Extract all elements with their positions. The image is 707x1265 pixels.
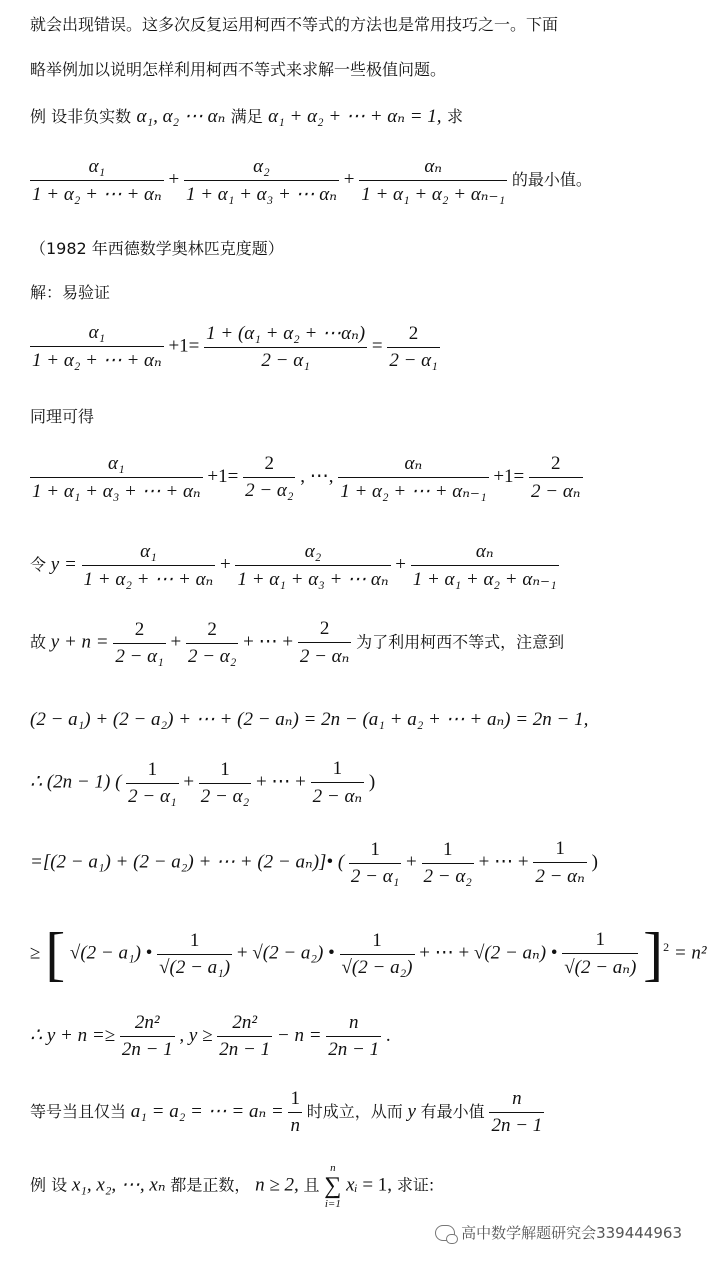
- similarly-label: 同理可得: [30, 407, 95, 426]
- sum-equation: (2 − a₁) + (2 − a₂) + ⋯ + (2 − aₙ) = 2n − (a₁ + a₂ + ⋯ + aₙ) = 2n − 1,: [30, 709, 589, 730]
- fraction: $\frac{\text{α₂}}{\text{1 + α₁ + α₃ + ⋯ αₙ}}$: [237, 540, 389, 590]
- fraction: $\frac{\text{αₙ}}{\text{1 + α₂ + ⋯ + αₙ₋₁}}$: [340, 453, 487, 502]
- fraction: $\frac{n}{2n - 1}$: [491, 1088, 543, 1136]
- text-line-1: 就会出现错误。这多次反复运用柯西不等式的方法也是常用技巧之一。下面: [30, 15, 559, 34]
- cauchy-inequality-line: ≥ [ √(2 − a₁) • $\frac{1}{\text{√(2 − a₁)}}$ + √(2 − a₂) • $\frac{1}{\text{√(2 − a₂)}}$ + ⋯ + √(2 − aₙ) • $\frac{1}{\text{√(2 − aₙ)}}$ ]$^2$ = n²: [30, 921, 707, 987]
- fraction: $\frac{\text{2n²}}{2n - 1}$: [219, 1012, 271, 1060]
- ex1-cond-prefix: 满足: [230, 107, 263, 126]
- watermark-text: 高中数学解题研究会339444963: [461, 1224, 682, 1242]
- fraction: $\frac{\text{α₁}}{\text{1 + α₂ + ⋯ + αₙ}}$: [32, 155, 162, 205]
- fraction: $\frac{1}{\text{2 − αₙ}}$: [535, 838, 585, 887]
- equality-condition-line: 等号当且仅当 a₁ = a₂ = ⋯ = aₙ = $\frac{1}{n}$ 时成立，从而 y 有最小值 $\frac{n}{2n - 1}$: [30, 1088, 543, 1136]
- example-2-statement: 例 设 x₁, x₂, ⋯, xₙ 都是正数， n ≥ 2, 且 n ∑ i=1 xᵢ = 1, 求证:: [30, 1162, 435, 1210]
- solution-label: 解：易验证: [30, 283, 111, 302]
- fraction: $\frac{1}{\text{2 − αₙ}}$: [312, 758, 363, 807]
- ex1-ask: 求: [446, 107, 463, 126]
- fraction: $\frac{2}{\text{2 − α₂}}$: [187, 618, 237, 667]
- fraction: $\frac{\text{αₙ}}{\text{1 + α₁ + α₂ + αₙ₋₁}}$: [361, 156, 506, 205]
- fraction: $\frac{2}{\text{2 − αₙ}}$: [299, 618, 350, 667]
- verification-equation: $\frac{\text{α₁}}{\text{1 + α₂ + ⋯ + αₙ}}$ +1= $\frac{\text{1 + (α₁ + α₂ + ⋯αₙ)}}{\text{2 − α₁}}$ = $\frac{2}{\text{2 − α₁}}$: [32, 322, 438, 371]
- fraction: $\frac{2}{\text{2 − α₁}}$: [389, 322, 438, 371]
- fraction: $\frac{\text{α₂}}{\text{1 + α₁ + α₃ + ⋯ αₙ}}$: [185, 155, 337, 205]
- watermark: [435, 1222, 682, 1243]
- text-line-2: 略举例加以说明怎样利用柯西不等式来求解一些极值问题。: [30, 60, 447, 79]
- fraction: $\frac{2}{\text{2 − αₙ}}$: [531, 452, 581, 502]
- ex1-condition: α₁ + α₂ + ⋯ + αₙ = 1,: [268, 106, 442, 127]
- target-expression: $\frac{\text{α₁}}{\text{1 + α₂ + ⋯ + αₙ}}$ + $\frac{\text{α₂}}{\text{1 + α₁ + α₃ + ⋯ αₙ}}$ + $\frac{\text{αₙ}}{\text{1 + α₁ + α₂ + αₙ₋₁}}$ 的最小值。: [32, 155, 592, 205]
- ex1-vars: α₁, α₂ ⋯ αₙ: [136, 106, 226, 127]
- fraction: $\frac{\text{α₁}}{\text{1 + α₂ + ⋯ + αₙ}}$: [32, 322, 162, 371]
- fraction: $\frac{1}{\text{√(2 − a₂)}}$: [341, 929, 413, 978]
- ex1-intro: 例 设非负实数: [30, 107, 132, 126]
- fraction: $\frac{1}{\text{2 − α₁}}$: [128, 758, 177, 807]
- fraction: $\frac{1}{\text{√(2 − a₁)}}$: [159, 929, 231, 978]
- fraction: $\frac{\text{α₁}}{\text{1 + α₂ + ⋯ + αₙ}}$: [83, 540, 214, 590]
- example-1-statement: [30, 104, 463, 128]
- fraction: $\frac{\text{α₁}}{\text{1 + α₁ + α₃ + ⋯ + αₙ}}$: [32, 452, 201, 502]
- similar-equations: $\frac{\text{α₁}}{\text{1 + α₁ + α₃ + ⋯ + αₙ}}$ +1= $\frac{2}{\text{2 − α₂}}$ , ⋯, $\frac{\text{αₙ}}{\text{1 + α₂ + ⋯ + αₙ₋₁}}$ +1= $\frac{2}{\text{2 − αₙ}}$: [32, 452, 581, 502]
- fraction: $\frac{1}{n}$: [290, 1088, 300, 1136]
- fraction: $\frac{\text{αₙ}}{\text{1 + α₁ + α₂ + αₙ₋₁}}$: [412, 541, 557, 590]
- source-note: （1982 年西德数学奥林匹克度题）: [30, 239, 284, 258]
- fraction: $\frac{1}{\text{2 − α₁}}$: [350, 838, 400, 887]
- y-plus-n-equation: 故 y + n = $\frac{2}{\text{2 − α₁}}$ + $\frac{2}{\text{2 − α₂}}$ + ⋯ + $\frac{2}{\text{2 − αₙ}}$ 为了利用柯西不等式，注意到: [30, 618, 565, 667]
- bracket-product-line: =[(2 − a₁) + (2 − a₂) + ⋯ + (2 − aₙ)]• ( $\frac{1}{\text{2 − α₁}}$ + $\frac{1}{\text{2 − α₂}}$ + ⋯ + $\frac{1}{\text{2 − αₙ}}$ ): [30, 838, 598, 887]
- fraction: $\frac{\text{1 + (α₁ + α₂ + ⋯αₙ)}}{\text{2 − α₁}}$: [206, 323, 366, 371]
- fraction: $\frac{1}{\text{2 − α₂}}$: [423, 838, 472, 887]
- let-y-equation: 令 y = $\frac{\text{α₁}}{\text{1 + α₂ + ⋯ + αₙ}}$ + $\frac{\text{α₂}}{\text{1 + α₁ + α₃ + ⋯ αₙ}}$ + $\frac{\text{αₙ}}{\text{1 + α₁ + α₂ + αₙ₋₁}}$: [30, 540, 557, 590]
- wechat-icon: [435, 1225, 455, 1241]
- min-value-text: 的最小值。: [511, 169, 592, 189]
- fraction: $\frac{\text{2n²}}{2n - 1}$: [121, 1012, 173, 1060]
- fraction: $\frac{n}{2n - 1}$: [328, 1012, 380, 1060]
- fraction: $\frac{1}{\text{2 − α₂}}$: [200, 758, 250, 807]
- fraction: $\frac{2}{\text{2 − α₁}}$: [115, 618, 164, 667]
- fraction: $\frac{2}{\text{2 − α₂}}$: [245, 453, 294, 501]
- fraction: $\frac{1}{\text{√(2 − aₙ)}}$: [564, 929, 637, 978]
- therefore-line: ∴ (2n − 1) ( $\frac{1}{\text{2 − α₁}}$ + $\frac{1}{\text{2 − α₂}}$ + ⋯ + $\frac{1}{\text{2 − αₙ}}$ ): [30, 758, 376, 807]
- sum-symbol: n ∑ i=1: [324, 1162, 342, 1210]
- conclusion-line: ∴ y + n =≥ $\frac{\text{2n²}}{2n - 1}$ , y ≥ $\frac{\text{2n²}}{2n - 1}$ − n = $\frac{n}{2n - 1}$ .: [30, 1012, 391, 1060]
